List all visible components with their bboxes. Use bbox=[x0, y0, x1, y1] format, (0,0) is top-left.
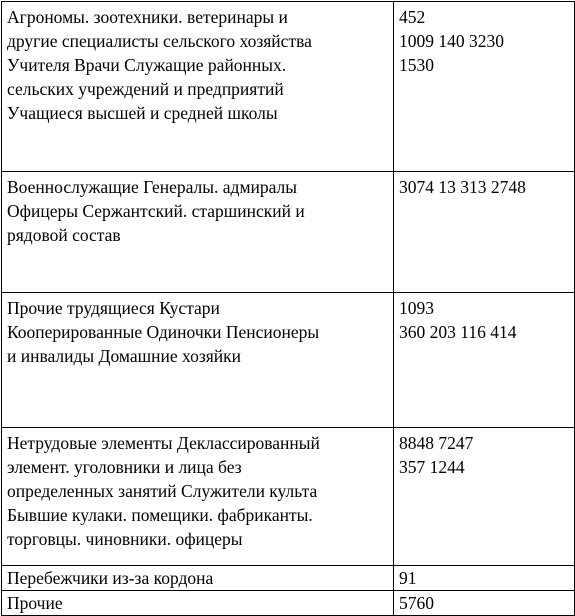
numbers-cell: 8848 7247 357 1244 bbox=[394, 428, 575, 566]
numbers-cell: 452 1009 140 3230 1530 bbox=[394, 2, 575, 172]
statistics-table bbox=[1, 1, 575, 616]
category-cell: Прочие bbox=[2, 591, 394, 616]
category-cell: Прочие трудящиеся Кустари Кооперированные Одиночки Пенсионеры и инвалиды Домашние хозяйки bbox=[2, 293, 394, 428]
numbers-cell: 3074 13 313 2748 bbox=[394, 172, 575, 293]
numbers-cell: 91 bbox=[394, 566, 575, 591]
table-row bbox=[2, 566, 575, 591]
category-cell: Нетрудовые элементы Деклассированный элемент. уголовники и лица без определенных занятий Служители культа Бывшие кулаки. помещики. фабриканты. торговцы. чиновники. офицеры bbox=[2, 428, 394, 566]
table-row bbox=[2, 172, 575, 293]
category-cell: Перебежчики из-за кордона bbox=[2, 566, 394, 591]
category-cell: Военнослужащие Генералы. адмиралы Офицеры Сержантский. старшинский и рядовой состав bbox=[2, 172, 394, 293]
table-row bbox=[2, 591, 575, 616]
table-row bbox=[2, 2, 575, 172]
table-row bbox=[2, 428, 575, 566]
category-cell: Агрономы. зоотехники. ветеринары и другие специалисты сельского хозяйства Учителя Врачи Служащие районных. сельских учреждений и предприятий Учащиеся высшей и средней школы bbox=[2, 2, 394, 172]
numbers-cell: 1093 360 203 116 414 bbox=[394, 293, 575, 428]
numbers-cell: 5760 bbox=[394, 591, 575, 616]
table-row bbox=[2, 293, 575, 428]
